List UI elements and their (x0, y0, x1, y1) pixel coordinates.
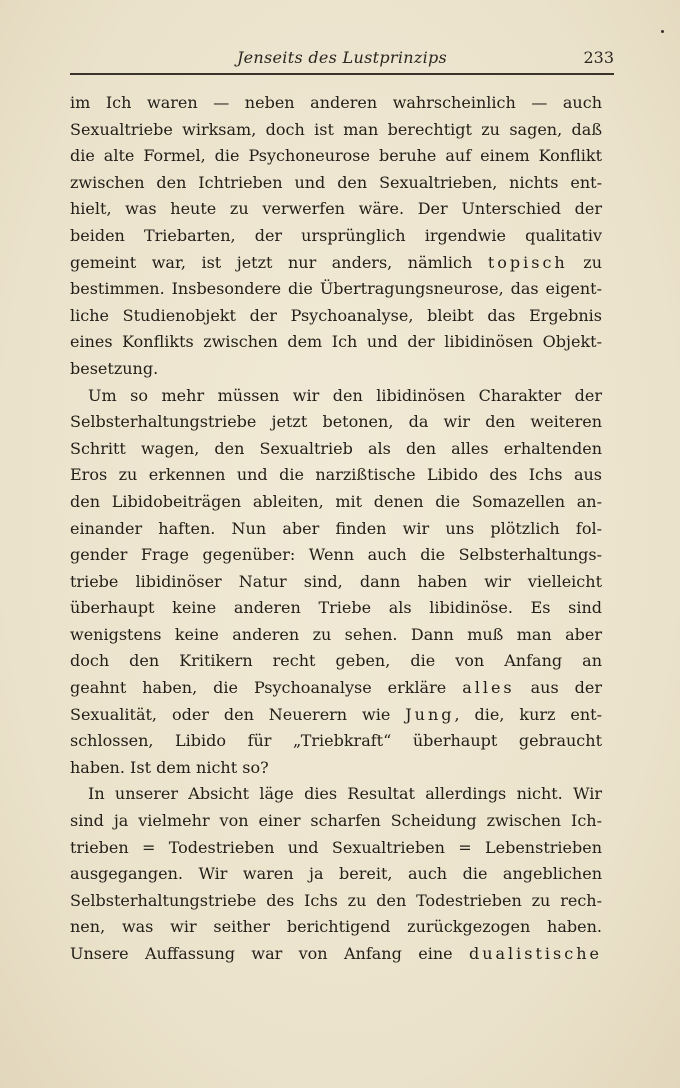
text-segment: geahnt haben, die Psychoanalyse erkläre (70, 678, 447, 698)
text-line: bestimmen. Insbesondere die Übertragungsneurose, das eigent- (70, 279, 602, 299)
text-line: im Ich waren — neben anderen wahrscheinlich — auch (70, 93, 602, 112)
margin-mark (661, 30, 664, 33)
text-line: den Libidobeiträgen ableiten, mit denen die Somazellen an- (70, 491, 602, 511)
emphasized-word: dualistische (468, 944, 602, 963)
text-line: liche Studienobjekt der Psychoanalyse, bleibt das Ergebnis (70, 305, 602, 325)
text-line: haben. Ist dem nicht so? (70, 757, 269, 777)
text-segment: , die, kurz ent- (454, 704, 602, 724)
text-line: Sexualtriebe wirksam, doch ist man berechtigt zu sagen, daß (70, 119, 602, 139)
text-line: sind ja vielmehr von einer scharfen Scheidung zwischen Ich- (70, 811, 602, 831)
text-line: nen, was wir seither berichtigend zurückgezogen haben. (70, 917, 602, 937)
emphasized-word: alles (462, 678, 515, 698)
emphasized-word: topisch (487, 252, 568, 272)
text-line: doch den Kritikern recht geben, die von Anfang an (70, 651, 602, 671)
text-line: die alte Formel, die Psychoneurose beruhe auf einem Konflikt (70, 146, 602, 166)
page-header (70, 44, 614, 74)
page-number: 233 (583, 48, 614, 67)
text-line: In unserer Absicht läge dies Resultat allerdings nicht. Wir (88, 784, 602, 804)
text-segment: gemeint war, ist jetzt nur anders, nämlich (70, 252, 473, 272)
text-segment: Sexualität, oder den Neuerern wie (70, 704, 391, 724)
text-line: ausgegangen. Wir waren ja bereit, auch die angeblichen (70, 864, 602, 884)
running-title: Jenseits des Lustprinzips (236, 48, 448, 67)
text-line (70, 702, 602, 729)
body-text (70, 90, 602, 968)
text-segment: aus der (530, 678, 602, 698)
text-line: hielt, was heute zu verwerfen wäre. Der Unterschied der (70, 199, 602, 219)
text-line: Selbsterhaltungstriebe des Ichs zu den Todestrieben zu rech- (70, 890, 602, 910)
text-line: schlossen, Libido für „Triebkraft“ überhaupt gebraucht (70, 731, 602, 751)
text-line: Um so mehr müssen wir den libidinösen Charakter der (88, 385, 602, 405)
text-line (70, 941, 602, 968)
text-line: einander haften. Nun aber finden wir uns plötzlich fol- (70, 518, 602, 538)
text-line (70, 675, 602, 702)
text-line: gender Frage gegenüber: Wenn auch die Selbsterhaltungs- (70, 545, 602, 565)
text-line: besetzung. (70, 358, 159, 378)
emphasized-word: Jung (405, 704, 455, 724)
text-line: triebe libidinöser Natur sind, dann haben wir vielleicht (70, 571, 602, 591)
text-line: wenigstens keine anderen zu sehen. Dann muß man aber (70, 624, 602, 644)
text-segment: zu (583, 252, 602, 272)
text-line: Eros zu erkennen und die narzißtische Libido des Ichs aus (70, 465, 602, 485)
text-line: Selbsterhaltungstriebe jetzt betonen, da wir den weiteren (70, 412, 602, 432)
text-line: überhaupt keine anderen Triebe als libidinöse. Es sind (70, 598, 602, 618)
header-rule (70, 73, 614, 75)
text-line (70, 250, 602, 277)
text-line: eines Konflikts zwischen dem Ich und der libidinösen Objekt- (70, 332, 602, 352)
text-line: zwischen den Ichtrieben und den Sexualtrieben, nichts ent- (70, 172, 602, 192)
text-line: Schritt wagen, den Sexualtrieb als den alles erhaltenden (70, 438, 602, 458)
text-segment: Unsere Auffassung war von Anfang eine (70, 944, 453, 963)
text-line: beiden Triebarten, der ursprünglich irgendwie qualitativ (70, 225, 602, 245)
text-line: trieben = Todestrieben und Sexualtrieben = Lebenstrieben (70, 837, 602, 857)
